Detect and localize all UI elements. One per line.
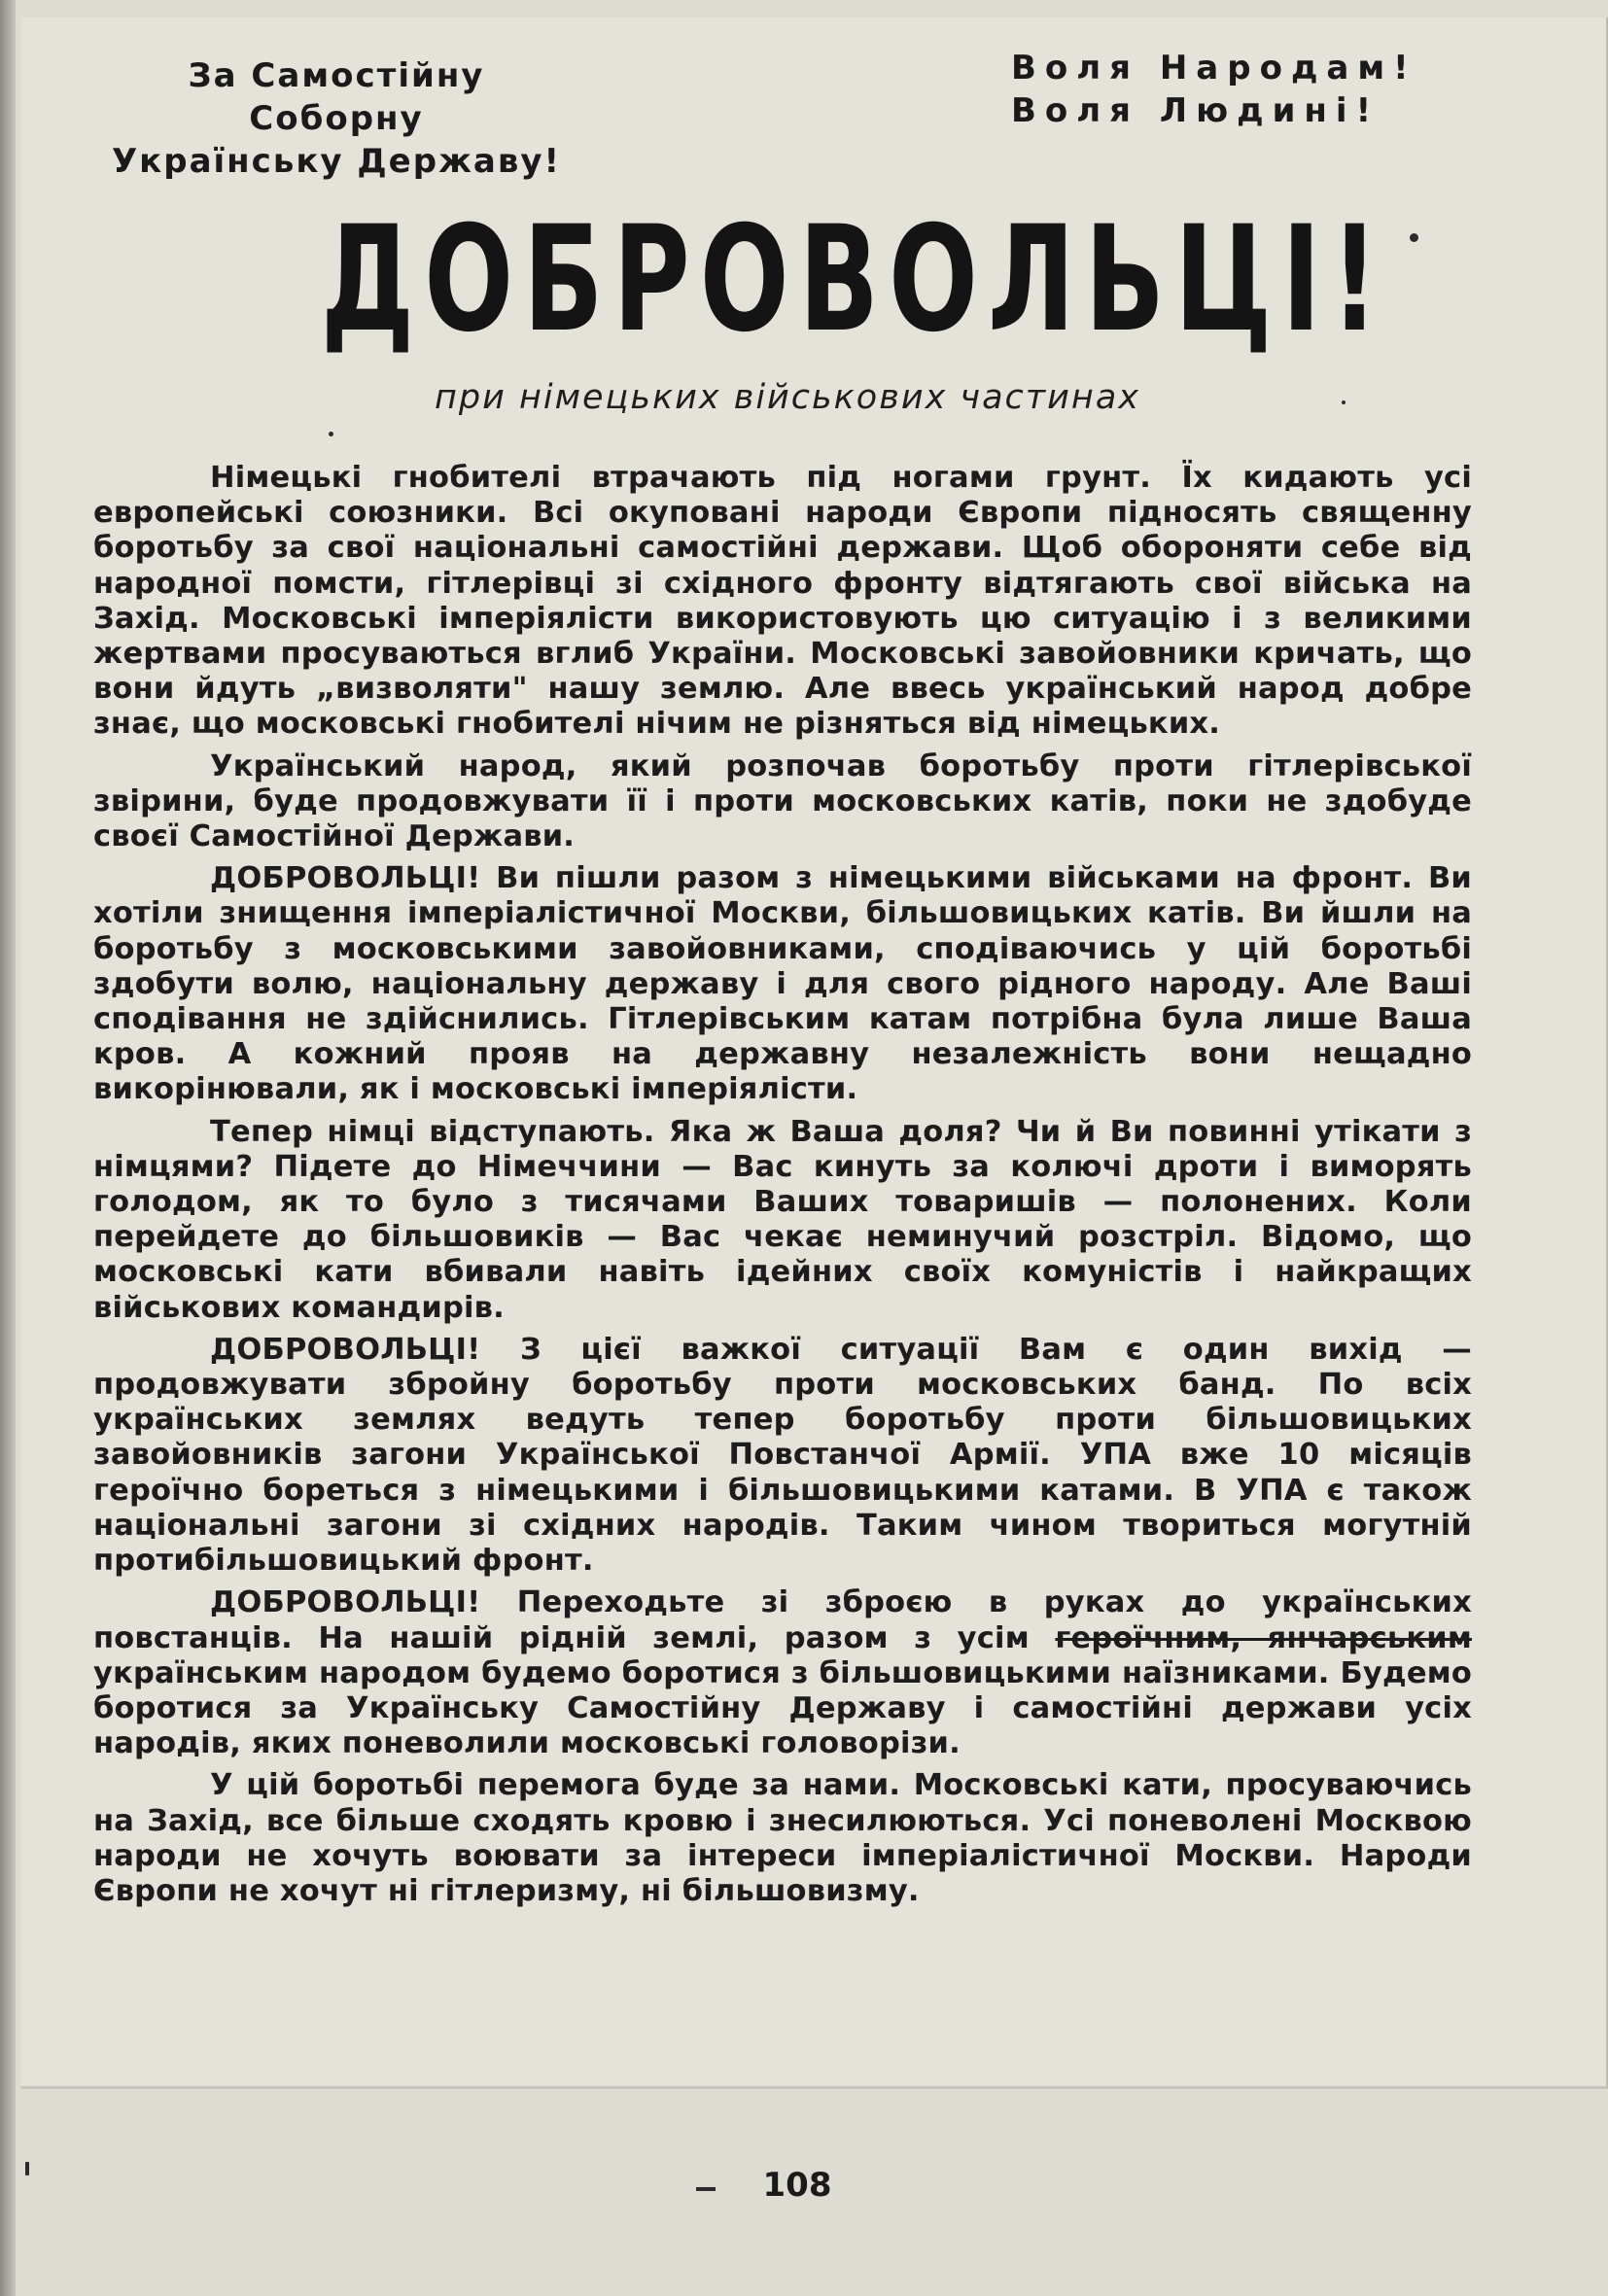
ink-speck <box>1410 233 1418 242</box>
paragraph-2: Український народ, який розпочав боротьбу проти гітлерівської звірини, буде продовжувати її і проти московських катів, поки не здобуде своєї Самостійної Держави. <box>93 748 1472 854</box>
paragraph-1: Німецькі гнобителі втрачають під ногами грунт. Їх кидають усі европейські союзники. Всі окуповані народи Європи підносять священну боротьбу за свої національні самостійні держави. Щоб обороняти себе від народної помсти, гітлерівці зі східного фронту відтягають свої війська на Захід. Московські імперіялісти використовують цю ситуацію і з великими жертвами просуваються вглиб України. Московські завойовники кричать, що вони йдуть „визволяти" нашу землю. Але ввесь український народ добре знає, що московські гнобителі нічим не різняться від німецьких. <box>93 461 1472 742</box>
paragraph-6 <box>93 1585 1472 1761</box>
ink-speck <box>329 432 333 436</box>
motto-right <box>1011 47 1517 132</box>
leaflet-body <box>93 461 1472 1916</box>
motto-right-line2: Воля Людині! <box>1011 91 1381 130</box>
motto-left-line2: Українську Державу! <box>111 142 562 181</box>
paragraph-6-end: українським народом будемо боротися з більшовицькими наїзниками. Будемо боротися за Українську Самостійну Державу і самостійні держави усіх народів, яких поневолили московські головорізи. <box>93 1655 1472 1761</box>
scan-edge-shadow <box>0 0 16 2296</box>
struck-out-text: героїчним, янчарським <box>1055 1620 1472 1655</box>
ink-speck <box>1342 400 1346 404</box>
paragraph-6-start: ДОБРОВОЛЬЦІ! Переходьте зі зброєю в руках до українських повстанців. На нашій рідній землі, разом з усім <box>93 1585 1472 1655</box>
paragraph-4: Тепер німці відступають. Яка ж Ваша доля? Чи й Ви повинні утікати з німцями? Підете до Німеччини — Вас кинуть за колючі дроти і виморять голодом, як то було з тисячами Ваших товаришів — полонених. Коли перейдете до більшовиків — Вас чекає неминучий розстріл. Відомо, що московські кати вбивали навіть ідейних своїх комуністів і найкращих військових командирів. <box>93 1114 1472 1325</box>
paragraph-3: ДОБРОВОЛЬЦІ! Ви пішли разом з німецькими військами на фронт. Ви хотіли знищення імперіалістичної Москви, більшовицьких катів. Ви йшли на боротьбу з московськими завойовниками, сподіваючись у цій боротьбі здобути волю, національну державу і для свого рідного народу. Але Ваші сподівання не здійснились. Гітлерівським катам потрібна була лише Ваша кров. А кожний прояв на державну незалежність вони нещадно викорінювали, як і московські імперіялісти. <box>93 861 1472 1107</box>
paragraph-7: У цій боротьбі перемога буде за нами. Московські кати, просуваючись на Захід, все більше сходять кровю і знесилюються. Усі поневолені Москвою народи не хочуть воювати за інтереси імперіалістичної Москви. Народи Європи не хочут ні гітлеризму, ні більшовизму. <box>93 1768 1472 1908</box>
motto-left-line1: За Самостійну Соборну <box>188 56 485 138</box>
page-number: 108 <box>762 2166 832 2205</box>
paragraph-5: ДОБРОВОЛЬЦІ! З цієї важкої ситуації Вам є один вихід — продовжувати збройну боротьбу проти московських банд. По всіх українських землях ведуть тепер боротьбу проти більшовицьких завойовників загони Української Повстанчої Армії. УПА вже 10 місяців героїчно бореться з німецькими і більшовицькими катами. В УПА є також національні загони зі східних народів. Таким чином твориться могутній протибільшовицький фронт. <box>93 1332 1472 1579</box>
motto-right-line1: Воля Народам! <box>1011 49 1417 87</box>
motto-left <box>105 54 568 183</box>
page-subtitle: при німецьких військових частинах <box>435 378 1140 417</box>
ink-speck <box>25 2162 29 2175</box>
page-title: ДОБРОВОЛЬЦІ! <box>321 195 1389 365</box>
